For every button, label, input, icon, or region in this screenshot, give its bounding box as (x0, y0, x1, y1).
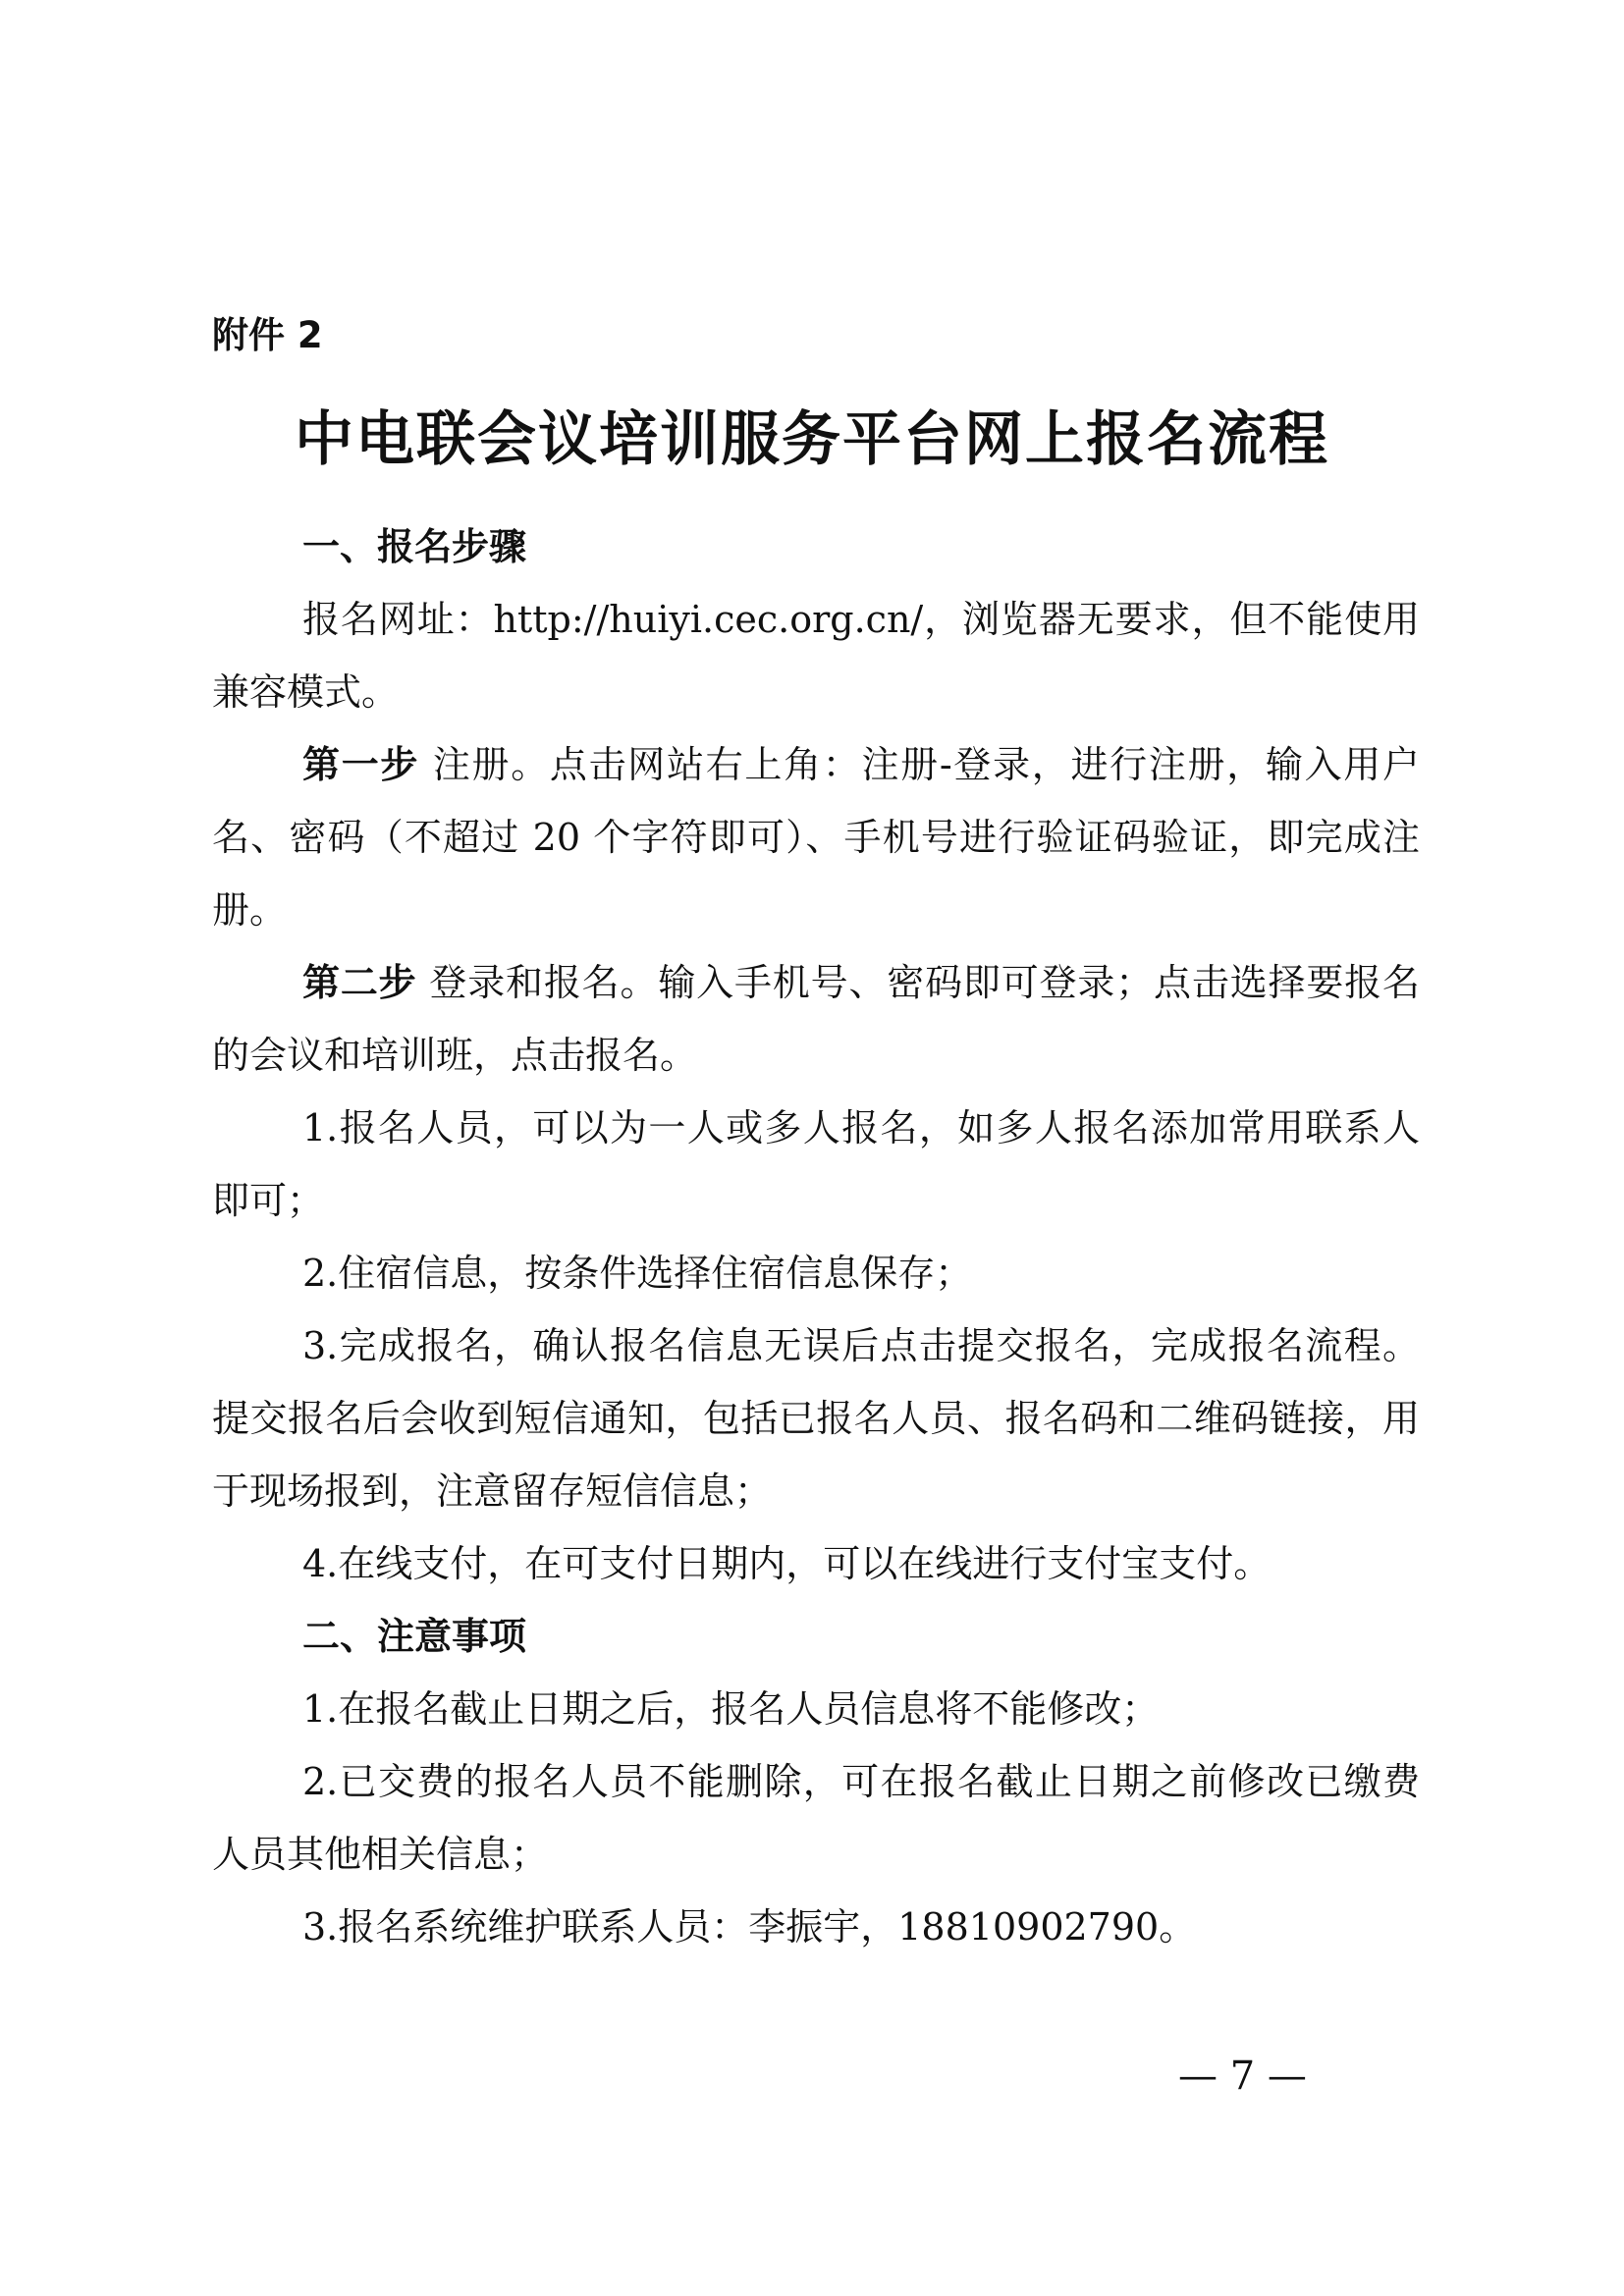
section-heading-signup-steps: 一、报名步骤 (302, 525, 527, 568)
page-number: — 7 — (1178, 2054, 1307, 2099)
list-item: 4.在线支付，在可支付日期内，可以在线进行支付宝支付。 (302, 1542, 1272, 1585)
attachment-label: 附件 2 (212, 314, 323, 356)
list-item: 1.在报名截止日期之后，报名人员信息将不能修改； (302, 1687, 1160, 1731)
step-one-paragraph (212, 728, 1420, 946)
document-body (212, 510, 1420, 1963)
list-item: 2.已交费的报名人员不能删除，可在报名截止日期之前修改已缴费人员其他相关信息； (212, 1760, 1420, 1876)
list-item: 3.完成报名，确认报名信息无误后点击提交报名，完成报名流程。提交报名后会收到短信通知，包括已报名人员、报名码和二维码链接，用于现场报到，注意留存短信信息； (212, 1324, 1420, 1513)
list-item: 3.报名系统维护联系人员：李振宇，18810902790。 (302, 1905, 1197, 1949)
list-item: 2.住宿信息，按条件选择住宿信息保存； (302, 1252, 973, 1295)
section-heading-notes: 二、注意事项 (302, 1615, 527, 1658)
step-one-text: 注册。点击网站右上角：注册-登录，进行注册，输入用户名、密码（不超过 20 个字符即可）、手机号进行验证码验证，即完成注册。 (212, 743, 1420, 932)
signup-url-paragraph: 报名网址：http://huiyi.cec.org.cn/，浏览器无要求，但不能使用兼容模式。 (212, 598, 1420, 714)
document-title: 中电联会议培训服务平台网上报名流程 (295, 405, 1329, 474)
step-one-label: 第一步 (302, 743, 420, 786)
step-two-paragraph (212, 946, 1420, 1092)
step-two-text: 登录和报名。输入手机号、密码即可登录；点击选择要报名的会议和培训班，点击报名。 (212, 961, 1420, 1077)
step-two-label: 第二步 (302, 961, 417, 1004)
list-item: 1.报名人员，可以为一人或多人报名，如多人报名添加常用联系人即可； (212, 1106, 1420, 1222)
